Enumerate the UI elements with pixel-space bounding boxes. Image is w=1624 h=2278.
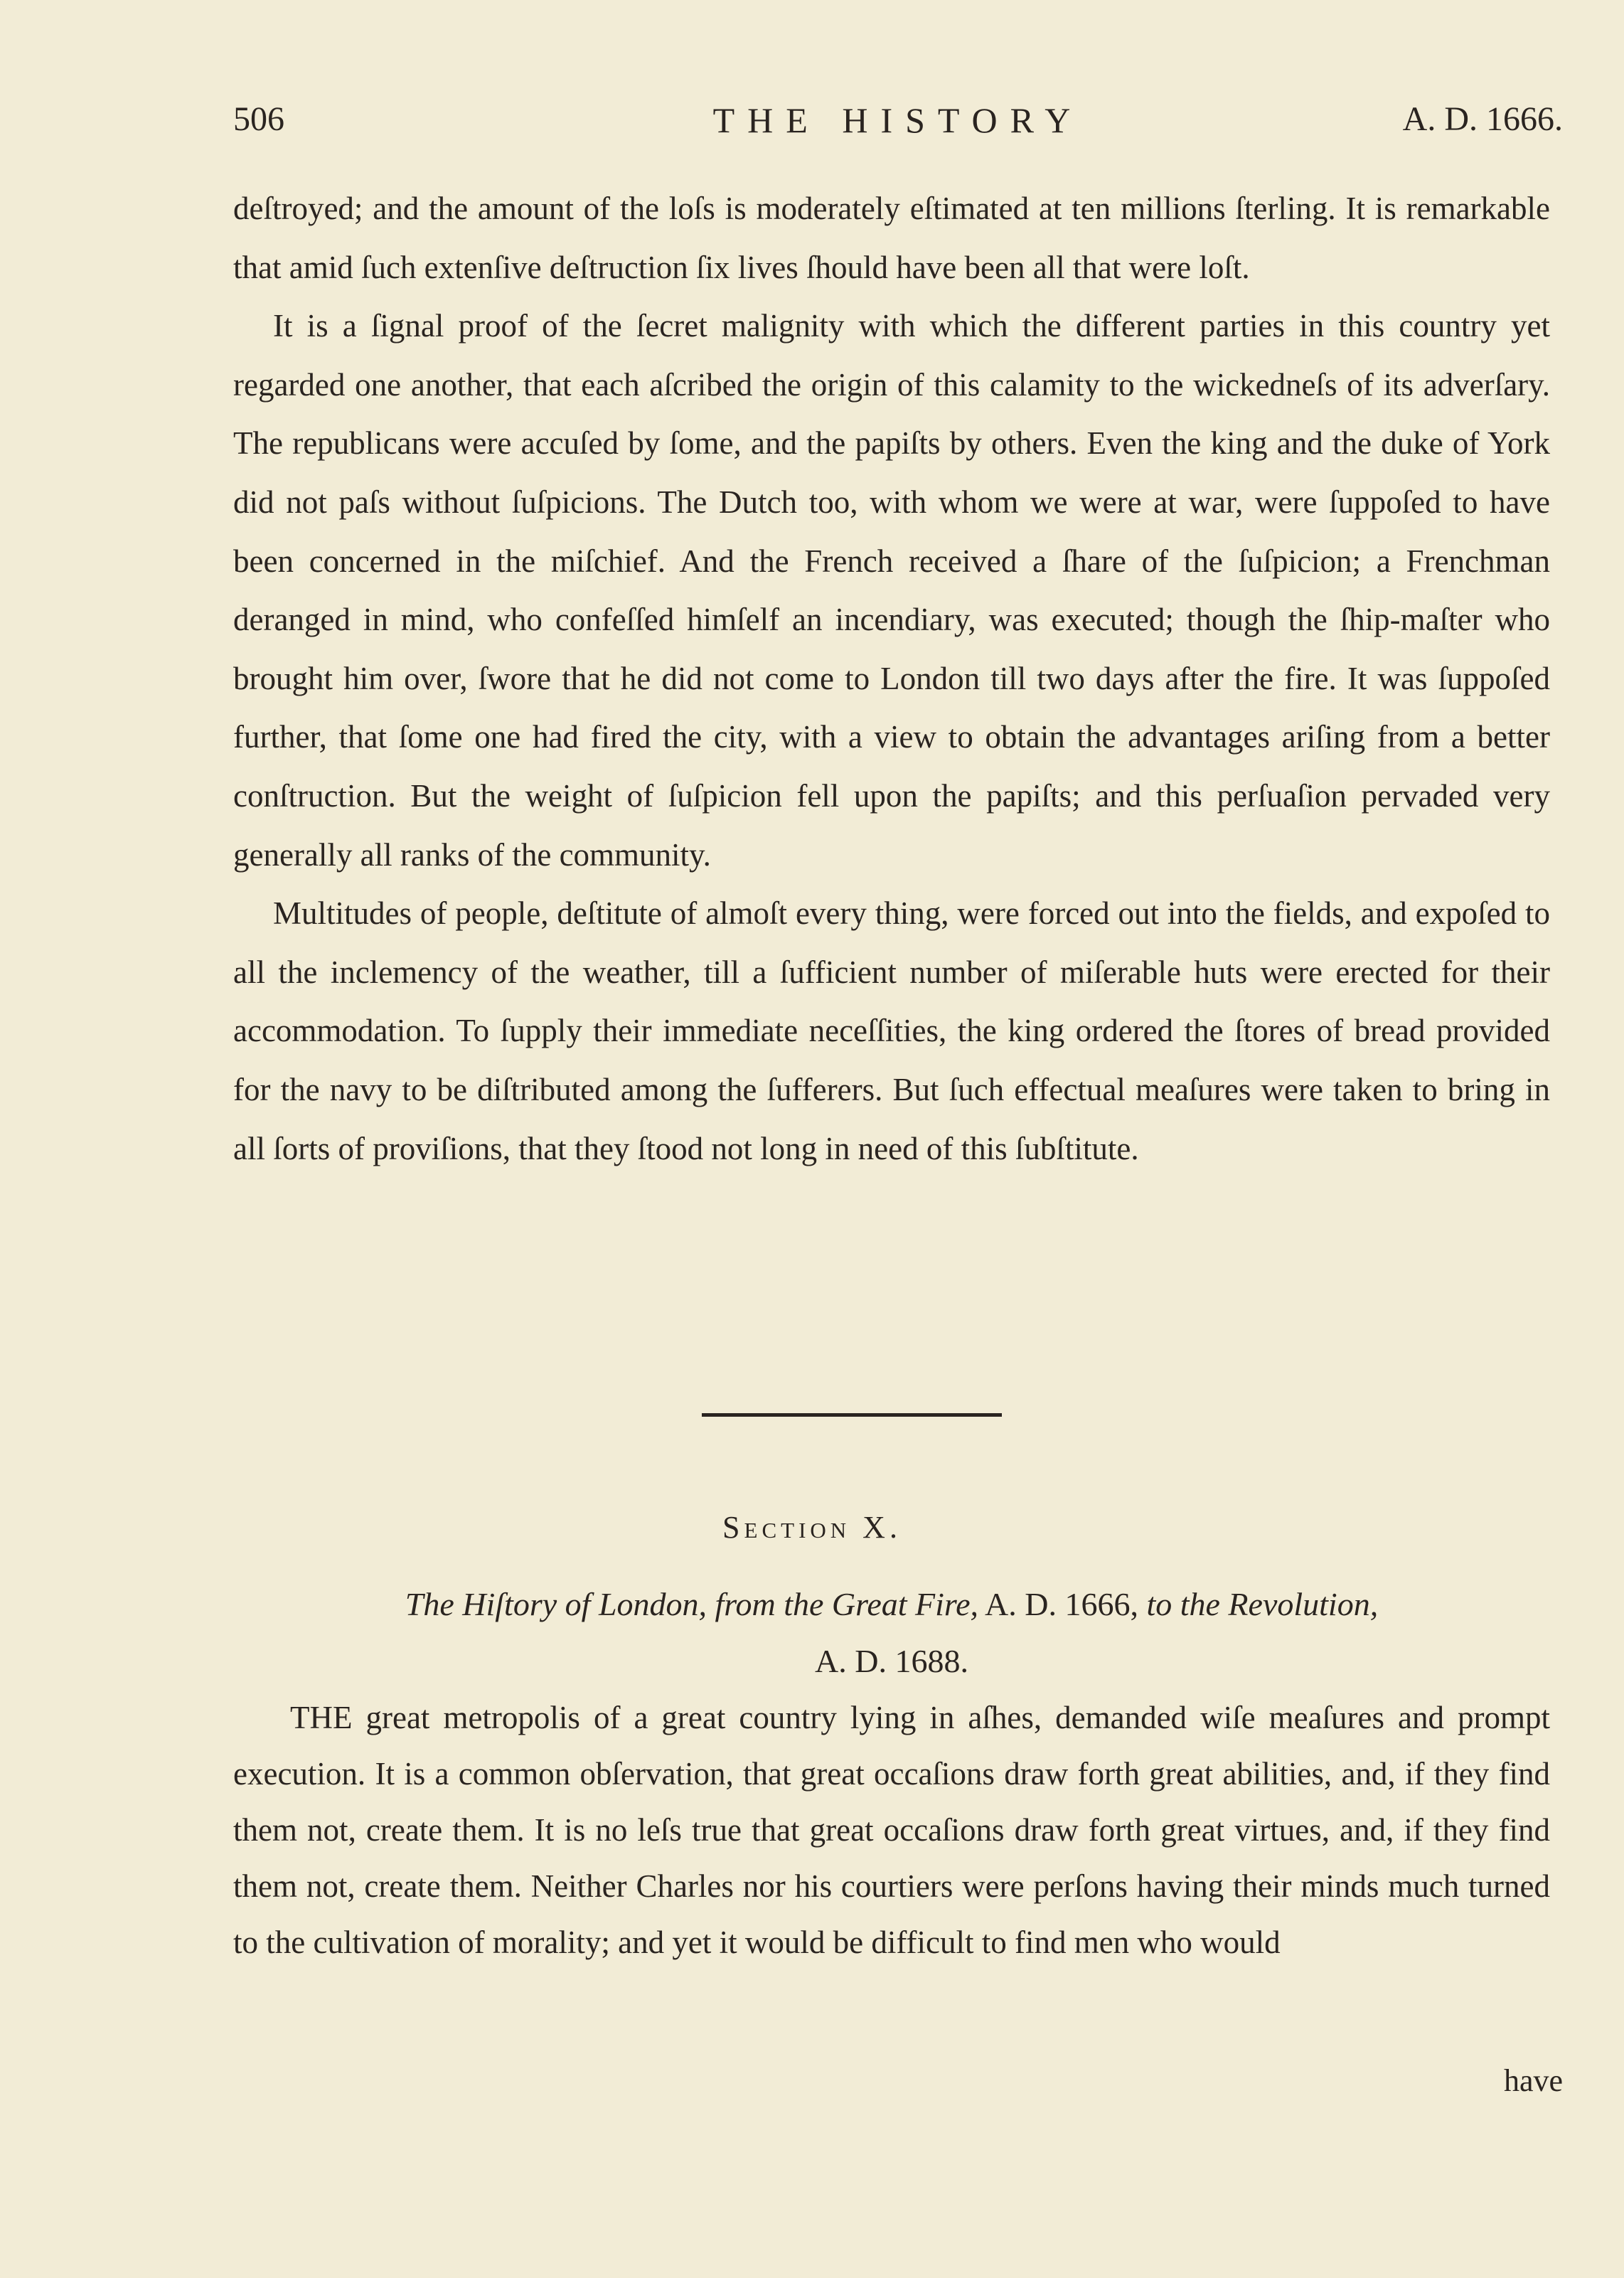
paragraph-continued: deſtroyed; and the amount of the loſs is moderately eſtimated at ten millions ſterling. It is remarkable that amid ſuch extenſive deſtruction ſix lives ſhould have been all that were loſt. — [233, 191, 1550, 285]
main-text — [233, 179, 1550, 1178]
subtitle-date-2: A. D. 1688. — [815, 1643, 968, 1679]
subtitle-italic-1: The Hiſtory of London, from the Great Fire, — [405, 1586, 979, 1622]
section-heading — [0, 1509, 1624, 1545]
subtitle-date-1: A. D. 1666, — [985, 1586, 1138, 1622]
paragraph-multitudes: Multitudes of people, deſtitute of almoſt every thing, were forced out into the fields, and expoſed to all the inclemency of the weather, till a ſufficient number of miſerable huts were erected for their accommodation. To ſupply their immediate neceſſities, the king ordered the ſtores of bread provided for the navy to be diſtributed among the ſufferers. But ſuch effectual meaſures were taken to bring in all ſorts of proviſions, that they ſtood not long in need of this ſubſtitute. — [233, 895, 1550, 1166]
section-subtitle — [233, 1576, 1550, 1690]
section-divider — [702, 1413, 1002, 1417]
running-header — [233, 100, 1563, 156]
section-heading-text: Section X. — [722, 1510, 902, 1545]
paragraph-suspicion: It is a ſignal proof of the ſecret malignity with which the different parties in this country yet regarded one another, that each aſcribed the origin of this calamity to the wickedneſs of its adverſary. The republicans were accuſed by ſome, and the papiſts by others. Even the king and the duke of York did not paſs without ſuſpicions. The Dutch too, with whom we were at war, were ſuppoſed to have been concerned in the miſchief. And the French received a ſhare of the ſuſpicion; a Frenchman deranged in mind, who confeſſed himſelf an incendiary, was executed; though the ſhip-maſter who brought him over, ſwore that he did not come to London till two days after the fire. It was ſuppoſed further, that ſome one had fired the city, with a view to obtain the advantages ariſing from a better conſtruction. But the weight of ſuſpicion fell upon the papiſts; and this perſuaſion pervaded very generally all ranks of the community. — [233, 308, 1550, 873]
section-paragraph: THE great metropolis of a great country lying in aſhes, demanded wiſe meaſures and prompt execution. It is a common obſervation, that great occaſions draw forth great abilities, and, if they find them not, create them. It is no leſs true that great occaſions draw forth great virtues, and, if they find them not, create them. Neither Charles nor his courtiers were perſons having their minds much turned to the cultivation of morality; and yet it would be difficult to find men who would — [233, 1700, 1550, 1960]
catchword: have — [1503, 2063, 1563, 2098]
page-number: 506 — [233, 100, 284, 138]
running-title: THE HISTORY — [712, 100, 1084, 140]
section-text — [233, 1690, 1550, 1971]
header-date: A. D. 1666. — [1402, 100, 1563, 138]
subtitle-italic-2: to the Revolution, — [1146, 1586, 1379, 1622]
